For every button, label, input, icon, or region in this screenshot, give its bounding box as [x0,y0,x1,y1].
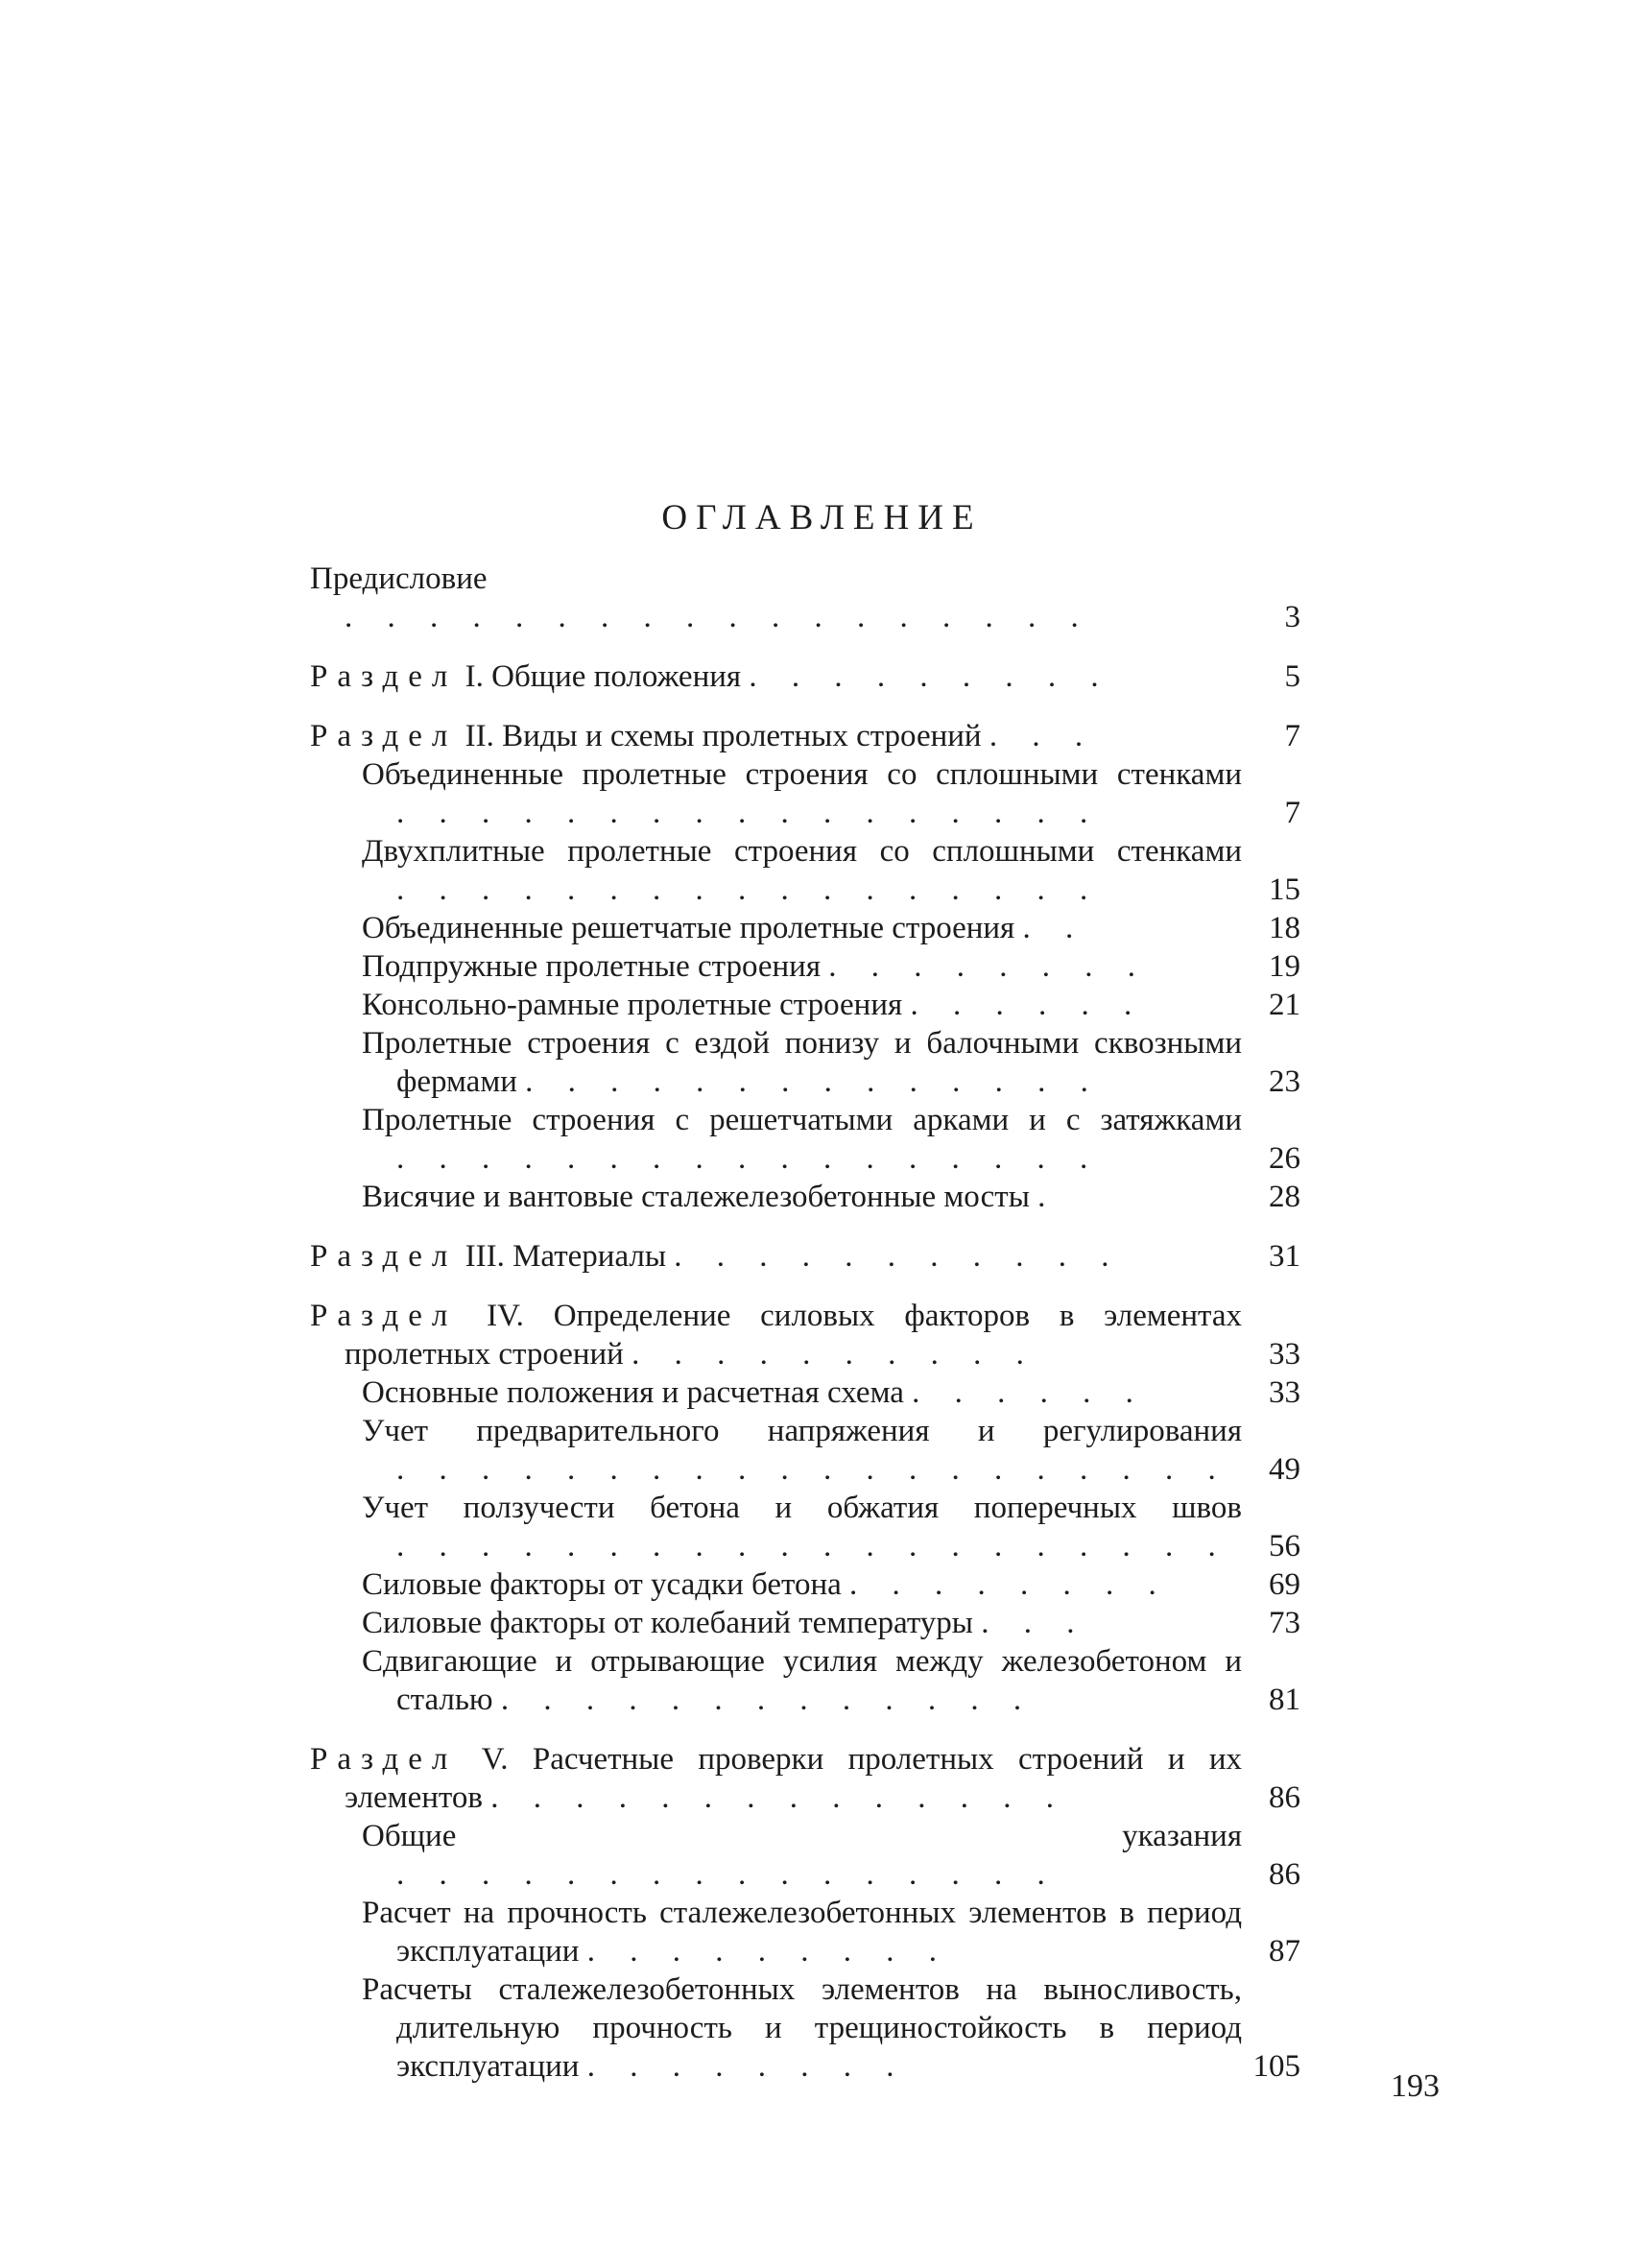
leader-dots: . . . . . . . . . . . . . . . . . [396,872,1102,907]
toc-page-number: 18 [1269,911,1300,945]
toc-entry-text: Силовые факторы от колебаний температуры [362,1606,973,1640]
toc-page-number: 49 [1269,1452,1300,1487]
leader-dots: . . . . . . . . . . . . . . . . . . [345,600,1092,634]
leader-dots: . [1037,1180,1060,1214]
toc-subentry[interactable] [362,1817,1300,1894]
toc-entry-text: Общие положения [491,659,742,694]
leader-dots: . . . [981,1606,1088,1640]
toc-entry-text: Определение силовых факторов в элементах пролетных строений [345,1299,1243,1372]
leader-dots: . . . [989,719,1097,753]
toc-page-number: 56 [1269,1529,1300,1564]
leader-dots: . . . . . . . . . [749,659,1112,694]
toc-entry-text: Пролетные строения с ездой понизу и балочными сквозными фермами [362,1026,1242,1099]
section-roman: III. [465,1239,505,1274]
toc-section-1[interactable] [310,657,1300,696]
page-number: 193 [1391,2068,1440,2104]
toc-subentry[interactable] [362,909,1300,947]
leader-dots: . . [1022,911,1087,945]
toc-entry-text: Силовые факторы от усадки бетона [362,1567,842,1602]
toc-entry-preface[interactable] [310,560,1300,636]
section-roman: I. [465,659,484,694]
toc-entry-text: Расчет на прочность сталежелезобетонных элементов в период эксплуатации [362,1896,1242,1969]
leader-dots: . . . . . . . . . . . . . . . . . [396,1141,1102,1176]
toc-subentry[interactable] [362,1412,1300,1489]
toc-subentry[interactable] [362,1178,1300,1216]
toc-entry-text: Пролетные строения с решетчатыми арками и с затяжками [362,1103,1242,1137]
toc-entry-text: Учет предварительного напряжения и регулирования [362,1414,1242,1448]
leader-dots: . . . . . . . . . . . . . . . . . . . . [396,1529,1229,1564]
toc-entry-text: Расчетные проверки пролетных строений и их элементов [345,1742,1243,1815]
leader-dots: . . . . . . . . . [586,1934,950,1969]
toc-entry-text: Консольно-рамные пролетные строения [362,988,903,1022]
toc-page-number: 15 [1269,872,1300,907]
toc-section-2[interactable] [310,717,1300,755]
toc-page-number: 81 [1269,1683,1300,1717]
toc-page-number: 87 [1269,1934,1300,1969]
toc-entry-text: Предисловие [310,561,488,596]
toc-subentry[interactable] [362,947,1300,986]
toc-page-number: 86 [1269,1780,1300,1815]
section-label: Раздел [310,1239,458,1274]
toc-subentry[interactable] [362,1894,1300,1970]
toc-subentry[interactable] [362,755,1300,832]
toc-subentry[interactable] [362,1604,1300,1642]
toc-page-number: 105 [1252,2049,1300,2084]
toc-subentry[interactable] [362,1565,1300,1604]
toc-entry-text: Общие указания [362,1819,1242,1853]
toc-subentry[interactable] [362,1024,1300,1101]
toc-page-number: 7 [1284,719,1300,753]
section-label: Раздел [310,719,458,753]
leader-dots: . . . . . . . . [828,949,1150,984]
toc-subentry[interactable] [362,1489,1300,1565]
leader-dots: . . . . . . . . . . [631,1337,1037,1372]
toc-section-4[interactable] [310,1297,1300,1373]
section-label: Раздел [310,659,458,694]
toc-entry-text: Двухплитные пролетные строения со сплошными стенками [362,834,1242,869]
toc-page-number: 19 [1269,949,1300,984]
toc-title: ОГЛАВЛЕНИЕ [661,498,983,537]
toc-subentry[interactable] [362,1373,1300,1412]
leader-dots: . . . . . . . . . . . . . . [525,1064,1102,1099]
toc-entry-text: Материалы [512,1239,667,1274]
toc-page-number: 33 [1269,1337,1300,1372]
toc-page-number: 73 [1269,1606,1300,1640]
toc-subentry[interactable] [362,986,1300,1024]
toc-entry-text: Висячие и вантовые сталежелезобетонные мосты [362,1180,1030,1214]
toc-section-3[interactable] [310,1237,1300,1276]
leader-dots: . . . . . . . . . . . . . [500,1683,1036,1717]
leader-dots: . . . . . . . . [586,2049,908,2084]
toc-section-5[interactable] [310,1740,1300,1817]
toc-entry-text: Подпружные пролетные строения [362,949,822,984]
toc-page-number: 28 [1269,1180,1300,1214]
toc-entry-text: Расчеты сталежелезобетонных элементов на выносливость, длительную прочность и трещиностойкость в период эксплуатации [362,1972,1242,2084]
toc-page-number: 69 [1269,1567,1300,1602]
toc-entry-text: Объединенные пролетные строения со сплошными стенками [362,757,1242,792]
toc-page-number: 21 [1269,988,1300,1022]
toc-page-number: 86 [1269,1857,1300,1892]
table-of-contents [310,560,1300,2086]
toc-page-number: 33 [1269,1375,1300,1410]
leader-dots: . . . . . . . . . . . . . . . . . [396,796,1102,830]
toc-subentry[interactable] [362,1101,1300,1178]
toc-entry-text: Сдвигающие и отрывающие усилия между железобетоном и сталью [362,1644,1242,1717]
toc-subentry[interactable] [362,1642,1300,1719]
leader-dots: . . . . . . . . . . . . . . . . [396,1857,1059,1892]
section-roman: IV. [487,1299,524,1333]
toc-page-number: 5 [1284,659,1300,694]
toc-entry-text: Виды и схемы пролетных строений [502,719,982,753]
section-roman: II. [465,719,494,753]
toc-entry-text: Учет ползучести бетона и обжатия поперечных швов [362,1491,1242,1525]
leader-dots: . . . . . . [912,1375,1147,1410]
leader-dots: . . . . . . . . [849,1567,1170,1602]
leader-dots: . . . . . . . . . . . . . . . . . . . . [396,1452,1229,1487]
leader-dots: . . . . . . . . . . . . . . [490,1780,1067,1815]
toc-entry-text: Объединенные решетчатые пролетные строения [362,911,1015,945]
leader-dots: . . . . . . . . . . . [674,1239,1123,1274]
section-roman: V. [481,1742,509,1777]
toc-page-number: 7 [1284,796,1300,830]
toc-page-number: 31 [1269,1239,1300,1274]
toc-page-number: 26 [1269,1141,1300,1176]
section-label: Раздел [310,1742,458,1777]
toc-subentry[interactable] [362,832,1300,909]
toc-subentry[interactable] [362,1970,1300,2086]
toc-entry-text: Основные положения и расчетная схема [362,1375,904,1410]
leader-dots: . . . . . . [910,988,1146,1022]
section-label: Раздел [310,1299,458,1333]
toc-page-number: 23 [1269,1064,1300,1099]
toc-page-number: 3 [1284,600,1300,634]
